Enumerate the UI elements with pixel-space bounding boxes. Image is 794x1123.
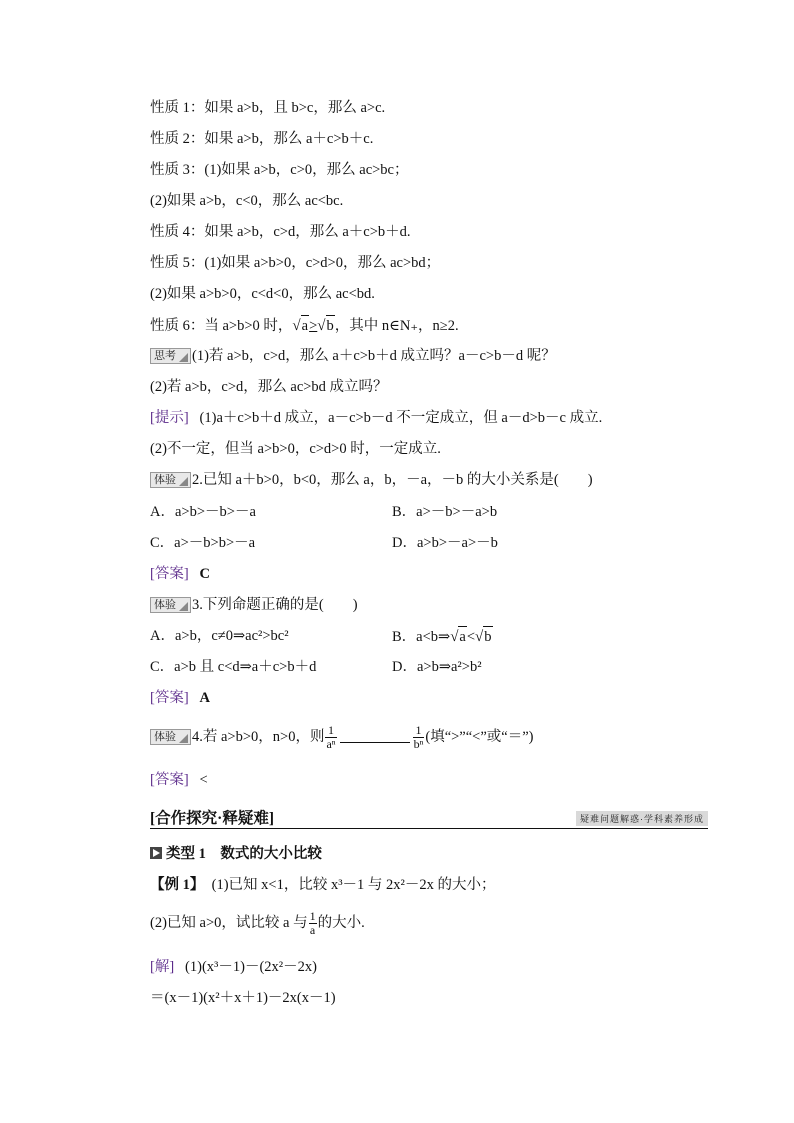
option-c: C．a>b 且 c<d⇒a＋c>b＋d bbox=[150, 659, 317, 675]
think-q2: (2)若 a>b，c>d，那么 ac>bd 成立吗？ bbox=[150, 379, 388, 395]
exercise-3-answer bbox=[150, 688, 210, 708]
play-triangle-icon bbox=[150, 847, 162, 859]
example-label: 【例 1】 bbox=[150, 877, 205, 893]
fraction-numerator: 1 bbox=[309, 909, 316, 924]
property-1: 性质 1：如果 a>b，且 b>c，那么 a>c. bbox=[150, 100, 386, 116]
exercise-3-options-row1 bbox=[150, 626, 492, 646]
solution-line-1 bbox=[150, 957, 317, 977]
fraction-numerator: 1 bbox=[325, 724, 336, 738]
property-5a: 性质 5：(1)如果 a>b>0，c>d>0，那么 ac>bd； bbox=[150, 255, 441, 271]
exercise-2-question bbox=[150, 470, 593, 490]
answer-label: [答案] bbox=[150, 772, 189, 788]
exercise-2-text: 2.已知 a＋b>0，b<0，那么 a，b，－a，－b 的大小关系是( ) bbox=[192, 472, 593, 488]
answer-value: A bbox=[199, 690, 211, 706]
fraction-denominator: aⁿ bbox=[326, 737, 336, 752]
solution-1-text: (1)(x³－1)－(2x²－2x) bbox=[185, 959, 317, 975]
example-1-q1-text: (1)已知 x<1，比较 x³－1 与 2x²－2x 的大小； bbox=[211, 877, 496, 893]
property-3a: 性质 3：(1)如果 a>b，c>0，那么 ac>bc； bbox=[150, 162, 409, 178]
section-subtitle: 疑难问题解惑·学科素养形成 bbox=[576, 811, 708, 826]
option-b-relation: < bbox=[466, 629, 476, 645]
type-1-label: 类型 1 数式的大小比较 bbox=[166, 846, 322, 862]
think-q1 bbox=[150, 346, 556, 366]
property-6-prefix: 性质 6：当 a>b>0 时， bbox=[150, 318, 293, 334]
section-title: [合作探究·释疑难] bbox=[150, 810, 274, 827]
root-b: b bbox=[326, 315, 335, 336]
fraction-numerator: 1 bbox=[413, 724, 425, 738]
option-b: B．a>－b>－a>b bbox=[392, 504, 498, 520]
property-5b: (2)如果 a>b>0，c<d<0，那么 ac<bd. bbox=[150, 286, 375, 302]
fraction-1-over-an bbox=[325, 724, 336, 751]
root-sign-icon: √ bbox=[475, 629, 484, 645]
answer-blank bbox=[340, 742, 410, 743]
property-6-relation: > bbox=[309, 318, 318, 334]
property-4: 性质 4：如果 a>b，c>d，那么 a＋c>b＋d. bbox=[150, 224, 411, 240]
fraction-1-over-bn bbox=[413, 724, 425, 751]
exercise-2-answer bbox=[150, 564, 210, 584]
example-1-q2 bbox=[150, 908, 365, 938]
root-a: a bbox=[301, 315, 309, 336]
option-a: A．a>b>－b>－a bbox=[150, 504, 256, 520]
root-sign-icon: √ bbox=[317, 318, 326, 334]
exercise-4-answer bbox=[150, 770, 208, 790]
option-d: D．a>b>－a>－b bbox=[392, 535, 498, 551]
exercise-3-question bbox=[150, 595, 358, 615]
think-tag: 思考 bbox=[150, 348, 191, 364]
fraction-denominator: a bbox=[309, 923, 316, 938]
exercise-tag: 体验 bbox=[150, 472, 191, 488]
type-1-heading bbox=[150, 844, 322, 864]
exercise-tag: 体验 bbox=[150, 597, 191, 613]
property-2: 性质 2：如果 a>b，那么 a＋c>b＋c. bbox=[150, 131, 374, 147]
hint-line-2: (2)不一定，但当 a>b>0，c>d>0 时，一定成立. bbox=[150, 441, 441, 457]
root-b: b bbox=[483, 626, 492, 647]
option-b bbox=[392, 626, 493, 647]
hint-label: [提示] bbox=[150, 410, 189, 426]
solution-label: [解] bbox=[150, 959, 175, 975]
answer-label: [答案] bbox=[150, 690, 189, 706]
exercise-4-question bbox=[150, 722, 534, 752]
answer-value: C bbox=[199, 566, 211, 582]
fraction-denominator: bⁿ bbox=[413, 737, 424, 752]
option-d: D．a>b⇒a²>b² bbox=[392, 659, 482, 675]
property-6-suffix: ，其中 n∈N₊，n≥2. bbox=[334, 318, 459, 334]
solution-line-2: ＝(x－1)(x²＋x＋1)－2x(x－1) bbox=[150, 990, 336, 1006]
answer-label: [答案] bbox=[150, 566, 189, 582]
example-1-q1 bbox=[150, 875, 496, 895]
hint-answer-1: (1)a＋c>b＋d 成立，a－c>b－d 不一定成立，但 a－d>b－c 成立. bbox=[199, 410, 603, 426]
exercise-2-options-row2 bbox=[150, 533, 498, 553]
example-1-q2-prefix: (2)已知 a>0，试比较 a 与 bbox=[150, 915, 308, 931]
property-3b: (2)如果 a>b，c<0，那么 ac<bc. bbox=[150, 193, 344, 209]
example-1-q2-suffix: 的大小. bbox=[317, 915, 365, 931]
exercise-3-text: 3.下列命题正确的是( ) bbox=[192, 597, 358, 613]
think-q1-text: (1)若 a>b，c>d，那么 a＋c>b＋d 成立吗？a－c>b－d 呢？ bbox=[192, 348, 556, 364]
exercise-4-text: 4.若 a>b>0，n>0，则 bbox=[192, 729, 325, 745]
exercise-2-options-row1 bbox=[150, 502, 498, 522]
option-a: A．a>b，c≠0⇒ac²>bc² bbox=[150, 628, 289, 644]
root-sign-icon: √ bbox=[450, 629, 459, 645]
root-a: a bbox=[458, 626, 466, 647]
fraction-1-over-a bbox=[309, 910, 317, 937]
answer-value: < bbox=[199, 772, 208, 788]
option-b-prefix: B．a<b⇒ bbox=[392, 629, 451, 645]
root-sign-icon: √ bbox=[292, 318, 301, 334]
hint-line-1 bbox=[150, 408, 602, 428]
exercise-3-options-row2 bbox=[150, 657, 482, 677]
section-header bbox=[150, 806, 708, 829]
exercise-tag: 体验 bbox=[150, 729, 191, 745]
property-6 bbox=[150, 315, 459, 336]
exercise-4-fill-hint: (填“>”“<”或“＝”) bbox=[425, 729, 534, 745]
option-c: C．a>－b>b>－a bbox=[150, 535, 256, 551]
